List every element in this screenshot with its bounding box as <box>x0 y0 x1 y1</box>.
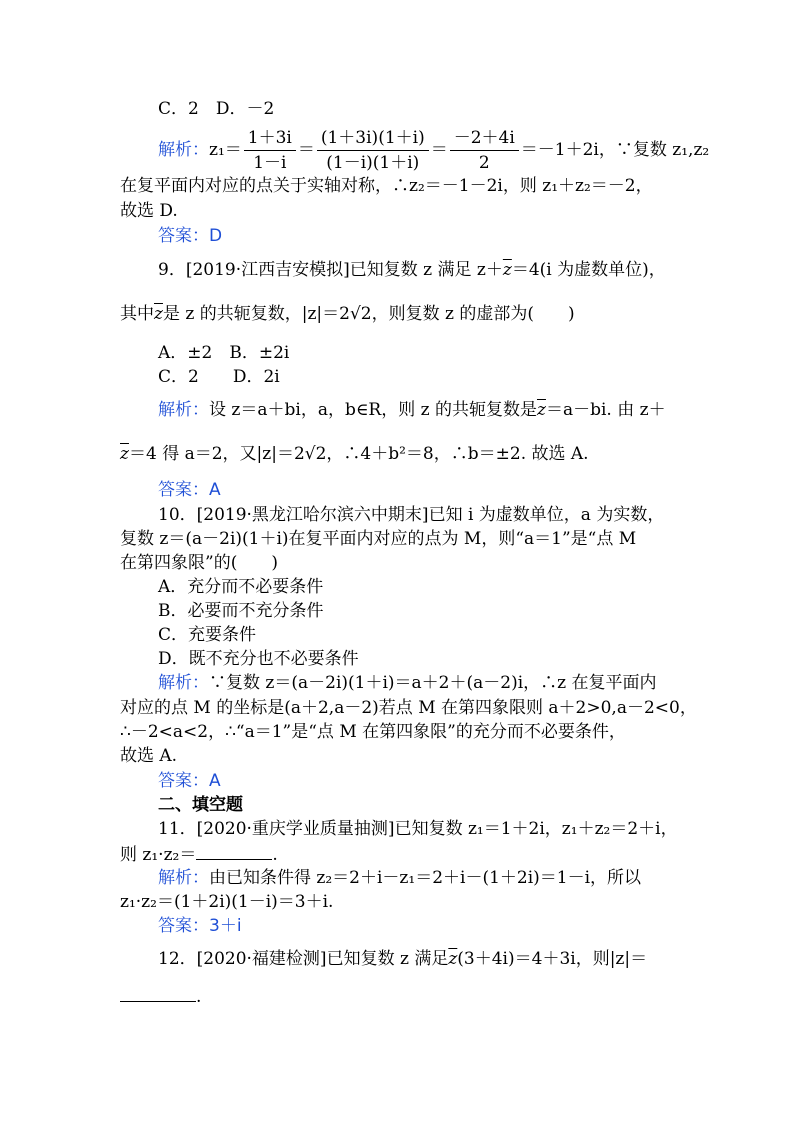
q12-stem-line-2: . <box>120 985 201 1008</box>
answer-blank <box>120 985 196 1002</box>
q10-option-b: B．必要而不充分条件 <box>158 601 324 621</box>
q10-stem-line-3: 在第四象限”的( ) <box>120 553 278 573</box>
conjugate-z: $\overline{z}$ <box>502 260 512 280</box>
q11-answer <box>158 915 242 937</box>
answer-label: 答案： <box>158 480 209 500</box>
section-heading: 二、填空题 <box>158 795 243 815</box>
q9-options-ab: A．±2 B．±2i <box>158 343 290 363</box>
fraction: $\frac{-2+4i}{2}$ <box>450 128 519 173</box>
answer-value: D <box>209 226 223 246</box>
q10-stem-line-1: 10．[2019·黑龙江哈尔滨六中期末]已知 i 为虚数单位，a 为实数， <box>158 505 665 525</box>
q9-stem-line-2: 其中$\overline{z}$是 z 的共轭复数，|z|＝2√2，则复数 z 的虚部为( ) <box>120 304 575 324</box>
q10-option-d: D．既不充分也不必要条件 <box>158 649 359 669</box>
q8-answer <box>158 225 222 247</box>
q8-options-cd: C．2 D．－2 <box>158 99 275 119</box>
q10-solution-line-1: 解析：∵复数 z＝(a－2i)(1＋i)＝a＋2＋(a－2)i，∴z 在复平面内 <box>158 673 657 693</box>
solution-label: 解析： <box>158 140 209 160</box>
q9-options-cd: C．2 D．2i <box>158 367 280 387</box>
q10-option-a: A．充分而不必要条件 <box>158 577 324 597</box>
q9-stem-line-1: 9．[2019·江西吉安模拟]已知复数 z 满足 $z+\overline{z}=4(i$ 为虚数单位)， <box>158 260 666 280</box>
answer-label: 答案： <box>158 226 209 246</box>
answer-label: 答案： <box>158 916 209 936</box>
answer-blank <box>196 843 272 860</box>
q10-solution-line-2: 对应的点 M 的坐标是(a＋2,a－2)若点 M 在第四象限则 a＋2>0,a－2<0， <box>120 698 697 718</box>
q9-solution-line-1: 解析：设 z＝a＋bi，a，b∈R，则 z 的共轭复数是$\overline{z}=a-bi$. 由 z＋ <box>158 400 666 420</box>
q11-solution-line-1: 解析：由已知条件得 z₂＝2＋i－z₁＝2＋i－(1＋2i)＝1－i，所以 <box>158 868 642 888</box>
q11-solution-line-2: z₁·z₂＝(1＋2i)(1－i)＝3＋i. <box>120 892 334 912</box>
q9-solution-line-2: $\overline{z}=4$ 得 a＝2，又|z|＝2√2，∴4＋b²＝8，∴b＝±2. 故选 A. <box>120 444 589 464</box>
solution-label: 解析： <box>158 400 209 420</box>
conjugate-z: $\overline{z}$ <box>536 400 546 420</box>
fraction: $\frac{(1+3i)(1+i)}{(1-i)(1+i)}$ <box>317 128 429 173</box>
conjugate-z: $\overline{z}$ <box>448 949 458 969</box>
answer-value: A <box>209 480 221 500</box>
q10-solution-line-3: ∴－2<a<2，∴“a＝1”是“点 M 在第四象限”的充分而不必要条件， <box>120 722 626 742</box>
q9-answer <box>158 479 221 501</box>
q10-stem-line-2: 复数 z＝(a－2i)(1＋i)在复平面内对应的点为 M，则“a＝1”是“点 M <box>120 529 637 549</box>
solution-label: 解析： <box>158 868 209 888</box>
conjugate-z: $\overline{z}$ <box>154 304 163 324</box>
q12-stem-line-1: 12．[2020·福建检测]已知复数 z 满足$\overline{z}(3+4i)=4+3i$，则|z|＝ <box>158 949 648 969</box>
q8-solution-line-3: 故选 D. <box>120 201 178 221</box>
fraction: $\frac{1+3i}{1-i}$ <box>244 128 296 173</box>
q10-answer <box>158 770 221 792</box>
conjugate-z: $\overline{z}$ <box>120 444 129 464</box>
solution-label: 解析： <box>158 673 209 693</box>
q10-option-c: C．充要条件 <box>158 625 257 645</box>
answer-label: 答案： <box>158 771 209 791</box>
q11-stem-line-2: 则 z₁·z₂＝ . <box>120 845 278 865</box>
q10-solution-line-4: 故选 A. <box>120 746 178 766</box>
answer-value: A <box>209 771 221 791</box>
q8-solution-line-2: 在复平面内对应的点关于实轴对称，∴z₂＝－1－2i，则 z₁＋z₂＝－2， <box>120 176 653 196</box>
q8-solution-line-1: 解析：z₁＝ $\frac{1+3i}{1-i}$ ＝ $\frac{(1+3i)(1+i)}{(1-i)(1+i)}$ ＝ $\frac{-2+4i}{2}$ ＝－1＋2i，∵复数 z₁,z₂ <box>158 128 710 173</box>
answer-value: 3＋i <box>209 916 242 936</box>
q11-stem-line-1: 11．[2020·重庆学业质量抽测]已知复数 z₁＝1＋2i，z₁＋z₂＝2＋i， <box>158 819 678 839</box>
